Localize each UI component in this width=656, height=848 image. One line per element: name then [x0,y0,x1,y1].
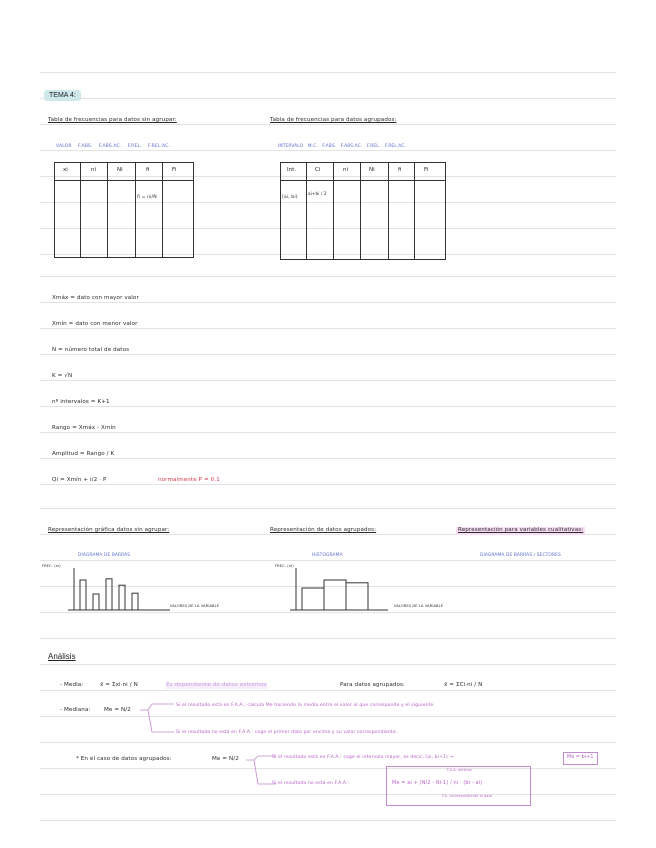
def-intervalos: nº intervalos = K+1 [52,399,110,405]
table2-h-ci: Ci [315,167,321,173]
tema-heading: TEMA 4: [44,90,81,101]
media-formula: x̄ = Σxi·ni / N [100,682,138,688]
table2 [280,162,446,260]
table2-h-int: Int. [287,167,297,173]
table2-ci-formula: ai+bi / 2 [308,191,327,196]
rule-line [40,484,616,485]
legend-valor: VALOR [56,144,72,149]
table1-h-xi: xi [63,167,68,173]
mediana-label: - Mediana: [60,707,91,713]
def-amplitud: Amplitud = Rango / K [52,451,115,457]
table1-h-ni: ni [91,167,97,173]
legend2-fabsac: F.ABS.AC. [340,144,363,149]
def-n: N = número total de datos [52,347,130,353]
legend-frelac: F.REL.AC. [147,144,171,149]
agrupados-box2-formula: Me = ai + (N/2 - Ni-1) / ni · (bi - ai) [392,780,483,786]
repr-sin-agrupar-title: Representación gráfica datos sin agrupar: [48,527,170,533]
rule-line [40,276,616,277]
agrupados-mediana-formula: Me = N/2 [212,756,239,762]
agrupados-note2: Si el resultado no está en F.A.A.: [272,781,350,786]
agrupados-box2-top: F.A.A. anterior [447,768,473,772]
rule-line [40,508,616,509]
legend-fabs: F.ABS. [77,144,93,149]
rule-line [40,406,616,407]
table1-h-Fi: Fi [172,167,177,173]
agrupados-note1: Si el resultado está en F.A.A.: coge el intervalo mayor, es decir, [ai, bi+1) → [272,755,454,760]
table1-h-fi: fi [146,167,150,173]
media-agrupados-formula: x̄ = ΣCi·ni / N [444,682,483,688]
rule-line [40,302,616,303]
bar-chart-bar [80,580,86,610]
table2-h-Fi: Fi [424,167,429,173]
def-k: K = √N [52,373,73,379]
media-agrupados-label: Para datos agrupados: [340,682,406,688]
rule-line [40,638,616,639]
def-rango: Rango = Xmáx - Xmín [52,425,116,431]
rule-line [40,328,616,329]
histogram-ylabel: FREC. (ni) [275,564,294,568]
agrupados-box2-bottom: F.A. correspondiente al dato [442,794,493,798]
rule-line [40,742,616,743]
histogram-bar [324,580,346,610]
legend2-mc: M.C. [307,144,318,149]
def-xmin: Xmín = dato con menor valor [52,321,138,327]
rule-line [40,150,616,151]
bar-chart-bar [119,585,125,610]
repr-agrupados-title: Representación de datos agrupados: [270,527,377,533]
rule-line [40,458,616,459]
rule-line [40,432,616,433]
bar-chart-ylabel: FREC. (ni) [42,564,61,568]
table1-fi-formula: fi = ni/N [137,195,157,200]
def-note: normalmente P = 0.1 [158,477,220,483]
agrupados-box1: Me = bi+1 [563,752,598,765]
table2-h-ni: ni [343,167,349,173]
mediana-note2: Si el resultado no está en F.A.A.: coge el primer dato por encima y su valor correspondiente. [176,730,398,735]
legend2-frel: F.REL. [366,144,381,149]
rule-line [40,716,616,717]
rule-line [40,690,616,691]
histogram [270,562,470,620]
mediana-note1: Si el resultado está en F.A.A.: calcula Me haciendo la media entre el valor al que corresponde y el siguiente. [176,703,435,708]
legend2-intervalo: INTERVALO [278,144,304,149]
rule-line [40,560,616,561]
bar-chart [40,562,250,620]
repr-cualitativas-title: Representación para variables cualitativas: [458,527,584,533]
legend-frel: F.REL. [127,144,142,149]
legend-fabsac: F.ABS.AC. [98,144,122,149]
table1-h-Ni: Ni [117,167,123,173]
table1-header-line [54,180,193,181]
bar-chart-bar [106,579,112,610]
repr-agrupados-sub: HISTOGRAMA [312,553,343,558]
media-label: - Media: [60,682,84,688]
rule-line [40,72,616,73]
bar-chart-bar [132,593,138,610]
table2-title: Tabla de frecuencias para datos agrupados: [270,117,397,123]
def-qi: Qi = Xmín + i/2 · P [52,477,107,483]
table1 [54,162,194,258]
media-note: Es dependiente de datos extremos [166,682,267,688]
mediana-formula: Me = N/2 [104,707,131,713]
histogram-xlabel: VALORES DE LA VARIABLE [394,604,444,608]
rule-line [40,354,616,355]
table1-title: Tabla de frecuencias para datos sin agrupar: [48,117,177,123]
legend2-frelac: F.REL.AC. [384,144,406,149]
mediana-branch-arrows [138,700,178,740]
rule-line [40,380,616,381]
analisis-title: Análisis [48,652,76,661]
bar-chart-xlabel: VALORES DE LA VARIABLE [170,604,220,608]
legend2-fabs: F.ABS. [322,144,337,149]
table2-h-fi: fi [398,167,402,173]
histogram-bar [302,588,324,610]
bar-chart-bar [93,594,99,610]
repr-cualitativas-sub: DIAGRAMA DE BARRAS / SECTORES [480,553,561,558]
repr-sin-agrupar-sub: DIAGRAMA DE BARRAS [78,553,131,558]
rule-line [40,820,616,821]
rule-line [40,124,616,125]
table2-interval: [ai, bi) [282,195,298,200]
rule-line [40,98,616,99]
table2-h-Ni: Ni [369,167,375,173]
rule-line [40,664,616,665]
histogram-bar [346,583,368,610]
def-xmax: Xmáx = dato con mayor valor [52,295,139,301]
agrupados-mediana-label: * En el caso de datos agrupados: [76,756,172,762]
